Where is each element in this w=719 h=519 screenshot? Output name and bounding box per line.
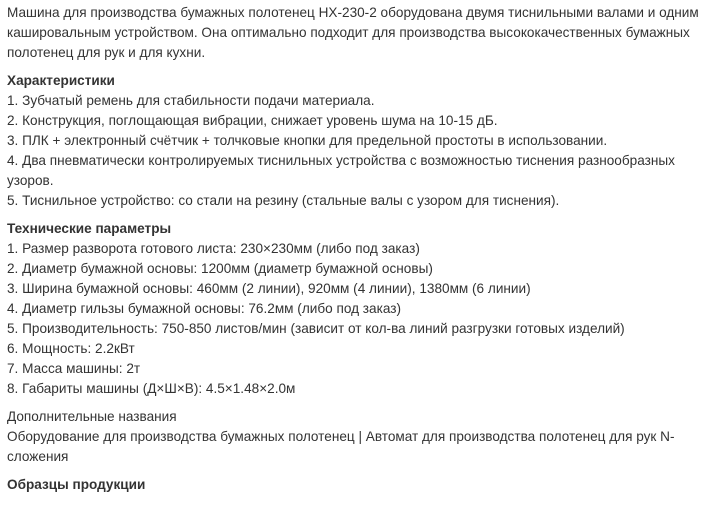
list-item: 6. Мощность: 2.2кВт: [7, 341, 135, 356]
list-item: 4. Диаметр гильзы бумажной основы: 76.2мм (либо под заказ): [7, 301, 402, 316]
list-item: 5. Тиснильное устройство: со стали на резину (стальные валы с узором для тиснения).: [7, 193, 560, 208]
intro-paragraph: Машина для производства бумажных полотенец НХ-230-2 оборудована двумя тиснильными валами и одним кашировальным устройством. Она оптимально подходит для производства высококачественных бумажных полотенец для рук и для кухни.: [7, 5, 699, 60]
list-item: 2. Конструкция, поглощающая вибрации, снижает уровень шума на 10-15 дБ.: [7, 113, 498, 128]
characteristics-title: Характеристики: [7, 73, 115, 88]
list-item: 3. Ширина бумажной основы: 460мм (2 линии), 920мм (4 линии), 1380мм (6 линии): [7, 281, 531, 296]
additional-names-section: [7, 407, 713, 467]
list-item: 2. Диаметр бумажной основы: 1200мм (диаметр бумажной основы): [7, 261, 433, 276]
samples-title: Образцы продукции: [7, 477, 146, 492]
technical-section: [7, 219, 713, 399]
additional-names-text: Оборудование для производства бумажных полотенец | Автомат для производства полотенец для рук N-сложения: [7, 429, 675, 464]
technical-title: Технические параметры: [7, 221, 172, 236]
list-item: 8. Габариты машины (Д×Ш×В): 4.5×1.48×2.0м: [7, 381, 296, 396]
list-item: 3. ПЛК + электронный счётчик + толчковые кнопки для предельной простоты в использовании.: [7, 133, 608, 148]
list-item: 1. Зубчатый ремень для стабильности подачи материала.: [7, 93, 375, 108]
list-item: 5. Производительность: 750-850 листов/мин (зависит от кол-ва линий разгрузки готовых изделий): [7, 321, 625, 336]
list-item: 1. Размер разворота готового листа: 230×230мм (либо под заказ): [7, 241, 420, 256]
additional-names-title: Дополнительные названия: [7, 409, 177, 424]
list-item: 7. Масса машины: 2т: [7, 361, 141, 376]
list-item: 4. Два пневматически контролируемых тиснильных устройства с возможностью тиснения разнообразных узоров.: [7, 153, 675, 188]
characteristics-section: [7, 71, 713, 211]
